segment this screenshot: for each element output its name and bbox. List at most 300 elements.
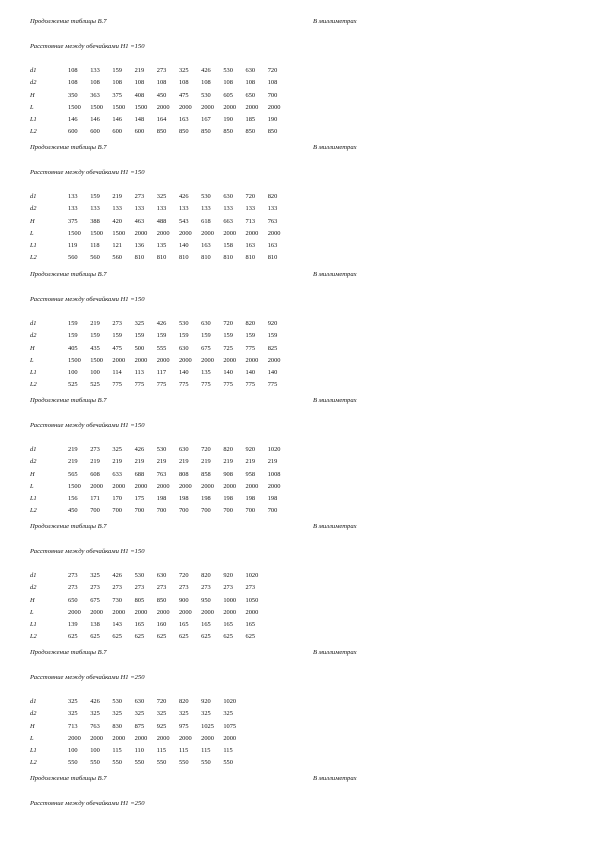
table-cell: 2000 (245, 229, 259, 237)
table-cell: 820 (267, 193, 278, 200)
table-row (30, 379, 290, 391)
table-cell: 720 (178, 572, 189, 579)
table-continuation-caption: Продолжение таблицы В.7 (30, 144, 107, 151)
table-cell: 2000 (134, 482, 148, 490)
table-cell: 2000 (156, 103, 170, 111)
table-cell: 810 (178, 254, 189, 262)
table-cell: 675 (201, 344, 211, 352)
table-cell: 2000 (156, 482, 170, 490)
table-cell: 140 (245, 369, 256, 377)
table-cell: 700 (90, 507, 100, 515)
table-cell: 560 (68, 254, 78, 262)
table-cell: 2000 (267, 103, 281, 111)
table-cell: 700 (245, 507, 256, 515)
row-label: L (30, 734, 34, 742)
table-cell: 133 (134, 205, 145, 213)
table-cell: 325 (112, 446, 122, 453)
table-cell: 625 (134, 633, 145, 641)
table-row (30, 65, 290, 77)
row-label: L (30, 482, 34, 490)
table-cell: 108 (134, 79, 145, 87)
table-cell: 650 (245, 91, 256, 99)
table-cell: 720 (267, 67, 278, 74)
table-cell: 165 (245, 621, 256, 629)
table-cell: 700 (267, 91, 278, 99)
table-cell: 560 (90, 254, 100, 262)
table-cell: 2000 (201, 356, 214, 364)
table-cell: 133 (201, 205, 211, 213)
table-cell: 2000 (178, 356, 192, 364)
table-cell: 140 (178, 242, 189, 250)
table-cell: 1500 (134, 103, 148, 111)
table-cell: 108 (112, 79, 122, 87)
table-cell: 159 (178, 332, 189, 340)
table-cell: 2000 (112, 734, 126, 742)
table-cell: 146 (112, 116, 122, 124)
table-cell: 273 (112, 584, 122, 592)
table-cell: 1500 (90, 356, 103, 364)
table-cell: 488 (156, 217, 167, 225)
table-cell: 159 (68, 332, 78, 340)
table-cell: 475 (178, 91, 189, 99)
table-cell: 100 (68, 747, 78, 755)
table-cell: 118 (90, 242, 100, 250)
table-cell: 630 (201, 320, 211, 327)
row-label: L1 (30, 116, 37, 124)
table-cell: 133 (68, 193, 78, 200)
table-cell: 426 (112, 572, 122, 579)
table-cell: 273 (178, 584, 189, 592)
table-cell: 325 (223, 710, 233, 718)
table-row (30, 733, 246, 745)
table-cell: 920 (267, 320, 278, 327)
units-note: В миллиметрах (313, 144, 357, 151)
table-cell: 133 (156, 205, 167, 213)
table-cell: 810 (245, 254, 256, 262)
dimensions-table (30, 318, 290, 392)
table-cell: 408 (134, 91, 145, 99)
table-row (30, 505, 290, 517)
table-cell: 858 (201, 470, 211, 478)
table-cell: 2000 (245, 608, 259, 616)
table-cell: 325 (156, 710, 167, 718)
table-row (30, 631, 268, 643)
dimensions-table (30, 570, 268, 644)
table-cell: 625 (223, 633, 233, 641)
table-cell: 163 (178, 116, 189, 124)
table-cell: 325 (90, 710, 100, 718)
row-label: H (30, 344, 35, 352)
row-label: H (30, 217, 35, 225)
table-row (30, 191, 290, 203)
table-cell: 850 (245, 128, 256, 136)
table-cell: 133 (223, 205, 233, 213)
table-cell: 426 (201, 67, 211, 74)
row-label: H (30, 91, 35, 99)
shell-distance-caption: Расстояние между обечайками H1 =150 (30, 43, 145, 50)
table-cell: 763 (90, 722, 100, 730)
table-cell: 630 (134, 698, 145, 705)
row-label: d1 (30, 698, 37, 705)
table-cell: 133 (90, 67, 100, 74)
table-cell: 420 (112, 217, 122, 225)
table-cell: 133 (112, 205, 122, 213)
row-label: L (30, 608, 34, 616)
table-cell: 925 (156, 722, 167, 730)
table-cell: 159 (112, 332, 122, 340)
table-cell: 426 (90, 698, 100, 705)
table-cell: 219 (223, 458, 233, 466)
row-label: L2 (30, 381, 37, 389)
table-cell: 133 (178, 205, 189, 213)
table-continuation-caption: Продолжение таблицы В.7 (30, 649, 107, 656)
table-cell: 820 (201, 572, 211, 579)
table-cell: 700 (223, 507, 233, 515)
units-note: В миллиметрах (313, 775, 357, 782)
table-cell: 775 (201, 381, 211, 389)
table-cell: 1008 (267, 470, 281, 478)
table-cell: 375 (68, 217, 78, 225)
table-cell: 170 (112, 495, 122, 503)
table-cell: 1500 (68, 229, 81, 237)
table-cell: 119 (68, 242, 78, 250)
table-cell: 219 (68, 458, 78, 466)
table-cell: 713 (68, 722, 78, 730)
table-cell: 117 (156, 369, 167, 377)
table-cell: 325 (201, 710, 211, 718)
table-cell: 713 (245, 217, 256, 225)
table-cell: 2000 (201, 734, 214, 742)
table-cell: 2000 (223, 482, 237, 490)
table-cell: 219 (134, 67, 145, 74)
row-label: L1 (30, 369, 37, 377)
table-cell: 159 (90, 193, 100, 200)
table-cell: 2000 (245, 482, 259, 490)
table-cell: 1025 (201, 722, 214, 730)
dimensions-table (30, 444, 290, 518)
table-cell: 530 (201, 193, 211, 200)
table-cell: 2000 (178, 229, 192, 237)
table-cell: 133 (267, 205, 278, 213)
table-cell: 630 (178, 446, 189, 453)
table-cell: 605 (223, 91, 233, 99)
table-cell: 115 (201, 747, 211, 755)
table-cell: 820 (245, 320, 256, 327)
table-cell: 2000 (201, 229, 214, 237)
shell-distance-caption: Расстояние между обечайками H1 =150 (30, 422, 145, 429)
table-row (30, 696, 246, 708)
table-cell: 2000 (201, 482, 214, 490)
table-cell: 2000 (223, 734, 237, 742)
table-cell: 633 (112, 470, 122, 478)
table-cell: 763 (267, 217, 278, 225)
table-cell: 165 (134, 621, 145, 629)
table-cell: 650 (68, 596, 78, 604)
table-cell: 185 (245, 116, 256, 124)
table-cell: 108 (245, 79, 256, 87)
table-cell: 625 (112, 633, 122, 641)
table-cell: 1020 (267, 446, 281, 453)
table-cell: 135 (201, 369, 211, 377)
table-cell: 530 (156, 446, 167, 453)
table-cell: 198 (156, 495, 167, 503)
table-cell: 198 (178, 495, 189, 503)
table-cell: 108 (90, 79, 100, 87)
table-cell: 550 (156, 759, 167, 767)
table-cell: 140 (267, 369, 278, 377)
table-cell: 975 (178, 722, 189, 730)
table-row (30, 444, 290, 456)
table-cell: 920 (201, 698, 211, 705)
table-cell: 167 (201, 116, 211, 124)
table-cell: 115 (156, 747, 167, 755)
table-cell: 2000 (90, 734, 103, 742)
table-cell: 219 (90, 320, 100, 327)
table-continuation-caption: Продолжение таблицы В.7 (30, 397, 107, 404)
table-cell: 159 (223, 332, 233, 340)
table-cell: 560 (112, 254, 122, 262)
table-cell: 175 (134, 495, 145, 503)
table-cell: 550 (201, 759, 211, 767)
table-cell: 2000 (178, 608, 192, 616)
table-cell: 190 (223, 116, 233, 124)
table-cell: 108 (68, 79, 78, 87)
table-row (30, 126, 290, 138)
table-cell: 850 (201, 128, 211, 136)
table-cell: 163 (201, 242, 211, 250)
table-cell: 820 (223, 446, 233, 453)
table-cell: 159 (112, 67, 122, 74)
table-row (30, 90, 290, 102)
table-cell: 325 (68, 698, 78, 705)
table-cell: 100 (90, 369, 100, 377)
table-cell: 273 (112, 320, 122, 327)
table-cell: 810 (156, 254, 167, 262)
row-label: H (30, 470, 35, 478)
table-cell: 273 (134, 193, 145, 200)
row-label: d1 (30, 446, 37, 453)
table-cell: 810 (134, 254, 145, 262)
table-cell: 630 (178, 344, 189, 352)
table-cell: 273 (156, 67, 167, 74)
row-label: L2 (30, 759, 37, 767)
table-cell: 115 (178, 747, 189, 755)
table-cell: 875 (134, 722, 145, 730)
table-cell: 675 (90, 596, 100, 604)
table-cell: 325 (178, 67, 189, 74)
table-cell: 775 (267, 381, 278, 389)
table-cell: 160 (156, 621, 167, 629)
table-cell: 375 (112, 91, 122, 99)
units-note: В миллиметрах (313, 18, 357, 25)
table-cell: 133 (245, 205, 256, 213)
table-row (30, 582, 268, 594)
table-cell: 1500 (112, 229, 126, 237)
table-row (30, 481, 290, 493)
table-cell: 325 (156, 193, 167, 200)
table-cell: 850 (178, 128, 189, 136)
table-continuation-caption: Продолжение таблицы В.7 (30, 523, 107, 530)
table-cell: 720 (156, 698, 167, 705)
table-cell: 165 (223, 621, 233, 629)
table-row (30, 240, 290, 252)
table-cell: 625 (156, 633, 167, 641)
table-cell: 663 (223, 217, 233, 225)
table-row (30, 355, 290, 367)
table-cell: 136 (134, 242, 145, 250)
table-cell: 2000 (68, 608, 81, 616)
table-cell: 146 (90, 116, 100, 124)
table-row (30, 708, 246, 720)
table-cell: 1500 (90, 229, 103, 237)
table-cell: 198 (201, 495, 211, 503)
table-row (30, 367, 290, 379)
table-cell: 2000 (178, 103, 192, 111)
table-cell: 525 (90, 381, 100, 389)
table-cell: 325 (68, 710, 78, 718)
table-row (30, 456, 290, 468)
table-cell: 159 (68, 320, 78, 327)
table-cell: 1500 (112, 103, 126, 111)
table-cell: 190 (267, 116, 278, 124)
dimensions-table (30, 65, 290, 139)
table-cell: 920 (223, 572, 233, 579)
table-cell: 108 (223, 79, 233, 87)
table-cell: 219 (245, 458, 256, 466)
dimensions-table (30, 191, 290, 265)
table-cell: 805 (134, 596, 145, 604)
table-cell: 143 (112, 621, 122, 629)
table-cell: 820 (178, 698, 189, 705)
table-cell: 159 (201, 332, 211, 340)
table-cell: 530 (134, 572, 145, 579)
table-cell: 108 (178, 79, 189, 87)
table-cell: 808 (178, 470, 189, 478)
table-cell: 775 (178, 381, 189, 389)
table-cell: 763 (156, 470, 167, 478)
table-cell: 350 (68, 91, 78, 99)
table-cell: 405 (68, 344, 78, 352)
row-label: d1 (30, 572, 37, 579)
table-cell: 325 (178, 710, 189, 718)
table-cell: 108 (267, 79, 278, 87)
table-cell: 2000 (134, 356, 148, 364)
table-cell: 2000 (156, 229, 170, 237)
table-cell: 2000 (223, 103, 237, 111)
table-cell: 530 (223, 67, 233, 74)
table-cell: 700 (267, 507, 278, 515)
table-cell: 2000 (245, 103, 259, 111)
table-cell: 608 (90, 470, 100, 478)
table-cell: 2000 (112, 608, 126, 616)
row-label: d2 (30, 710, 37, 718)
table-cell: 325 (134, 710, 145, 718)
row-label: L2 (30, 254, 37, 262)
table-cell: 900 (178, 596, 189, 604)
table-cell: 958 (245, 470, 256, 478)
table-cell: 2000 (223, 356, 237, 364)
row-label: L (30, 229, 34, 237)
table-cell: 850 (267, 128, 278, 136)
table-cell: 273 (245, 584, 256, 592)
units-note: В миллиметрах (313, 649, 357, 656)
row-label: L2 (30, 128, 37, 136)
table-cell: 219 (267, 458, 278, 466)
row-label: L1 (30, 747, 37, 755)
table-cell: 550 (112, 759, 122, 767)
table-row (30, 721, 246, 733)
table-cell: 114 (112, 369, 122, 377)
table-cell: 2000 (68, 734, 81, 742)
table-cell: 2000 (267, 482, 281, 490)
table-cell: 198 (267, 495, 278, 503)
row-label: d1 (30, 320, 37, 327)
table-cell: 830 (112, 722, 122, 730)
table-cell: 850 (156, 128, 167, 136)
row-label: d2 (30, 332, 37, 340)
table-row (30, 330, 290, 342)
table-cell: 2000 (134, 734, 148, 742)
table-cell: 435 (90, 344, 100, 352)
table-cell: 550 (90, 759, 100, 767)
table-cell: 159 (90, 332, 100, 340)
table-cell: 325 (90, 572, 100, 579)
table-cell: 920 (245, 446, 256, 453)
table-cell: 146 (68, 116, 78, 124)
table-row (30, 469, 290, 481)
table-cell: 625 (68, 633, 78, 641)
table-cell: 630 (223, 193, 233, 200)
table-cell: 950 (201, 596, 211, 604)
table-cell: 138 (90, 621, 100, 629)
table-cell: 630 (156, 572, 167, 579)
row-label: L1 (30, 621, 37, 629)
table-cell: 700 (201, 507, 211, 515)
table-cell: 140 (223, 369, 233, 377)
table-cell: 810 (201, 254, 211, 262)
table-cell: 108 (68, 67, 78, 74)
table-cell: 1500 (68, 482, 81, 490)
table-cell: 450 (156, 91, 167, 99)
table-cell: 810 (223, 254, 233, 262)
table-cell: 2000 (267, 356, 281, 364)
table-cell: 2000 (134, 608, 148, 616)
table-cell: 115 (112, 747, 122, 755)
table-continuation-caption: Продолжение таблицы В.7 (30, 271, 107, 278)
shell-distance-caption: Расстояние между обечайками H1 =250 (30, 800, 145, 807)
table-cell: 110 (134, 747, 144, 755)
table-cell: 273 (90, 584, 100, 592)
table-cell: 2000 (178, 734, 192, 742)
table-cell: 2000 (223, 608, 237, 616)
table-cell: 720 (223, 320, 233, 327)
table-cell: 273 (223, 584, 233, 592)
table-cell: 273 (156, 584, 167, 592)
table-cell: 600 (68, 128, 78, 136)
table-cell: 1500 (90, 103, 103, 111)
table-cell: 850 (223, 128, 233, 136)
table-cell: 775 (223, 381, 233, 389)
table-cell: 426 (178, 193, 189, 200)
table-cell: 219 (112, 193, 122, 200)
table-row (30, 228, 290, 240)
table-cell: 426 (134, 446, 145, 453)
table-cell: 219 (112, 458, 122, 466)
table-cell: 219 (156, 458, 167, 466)
row-label: L1 (30, 242, 37, 250)
table-cell: 530 (201, 91, 211, 99)
table-cell: 908 (223, 470, 233, 478)
